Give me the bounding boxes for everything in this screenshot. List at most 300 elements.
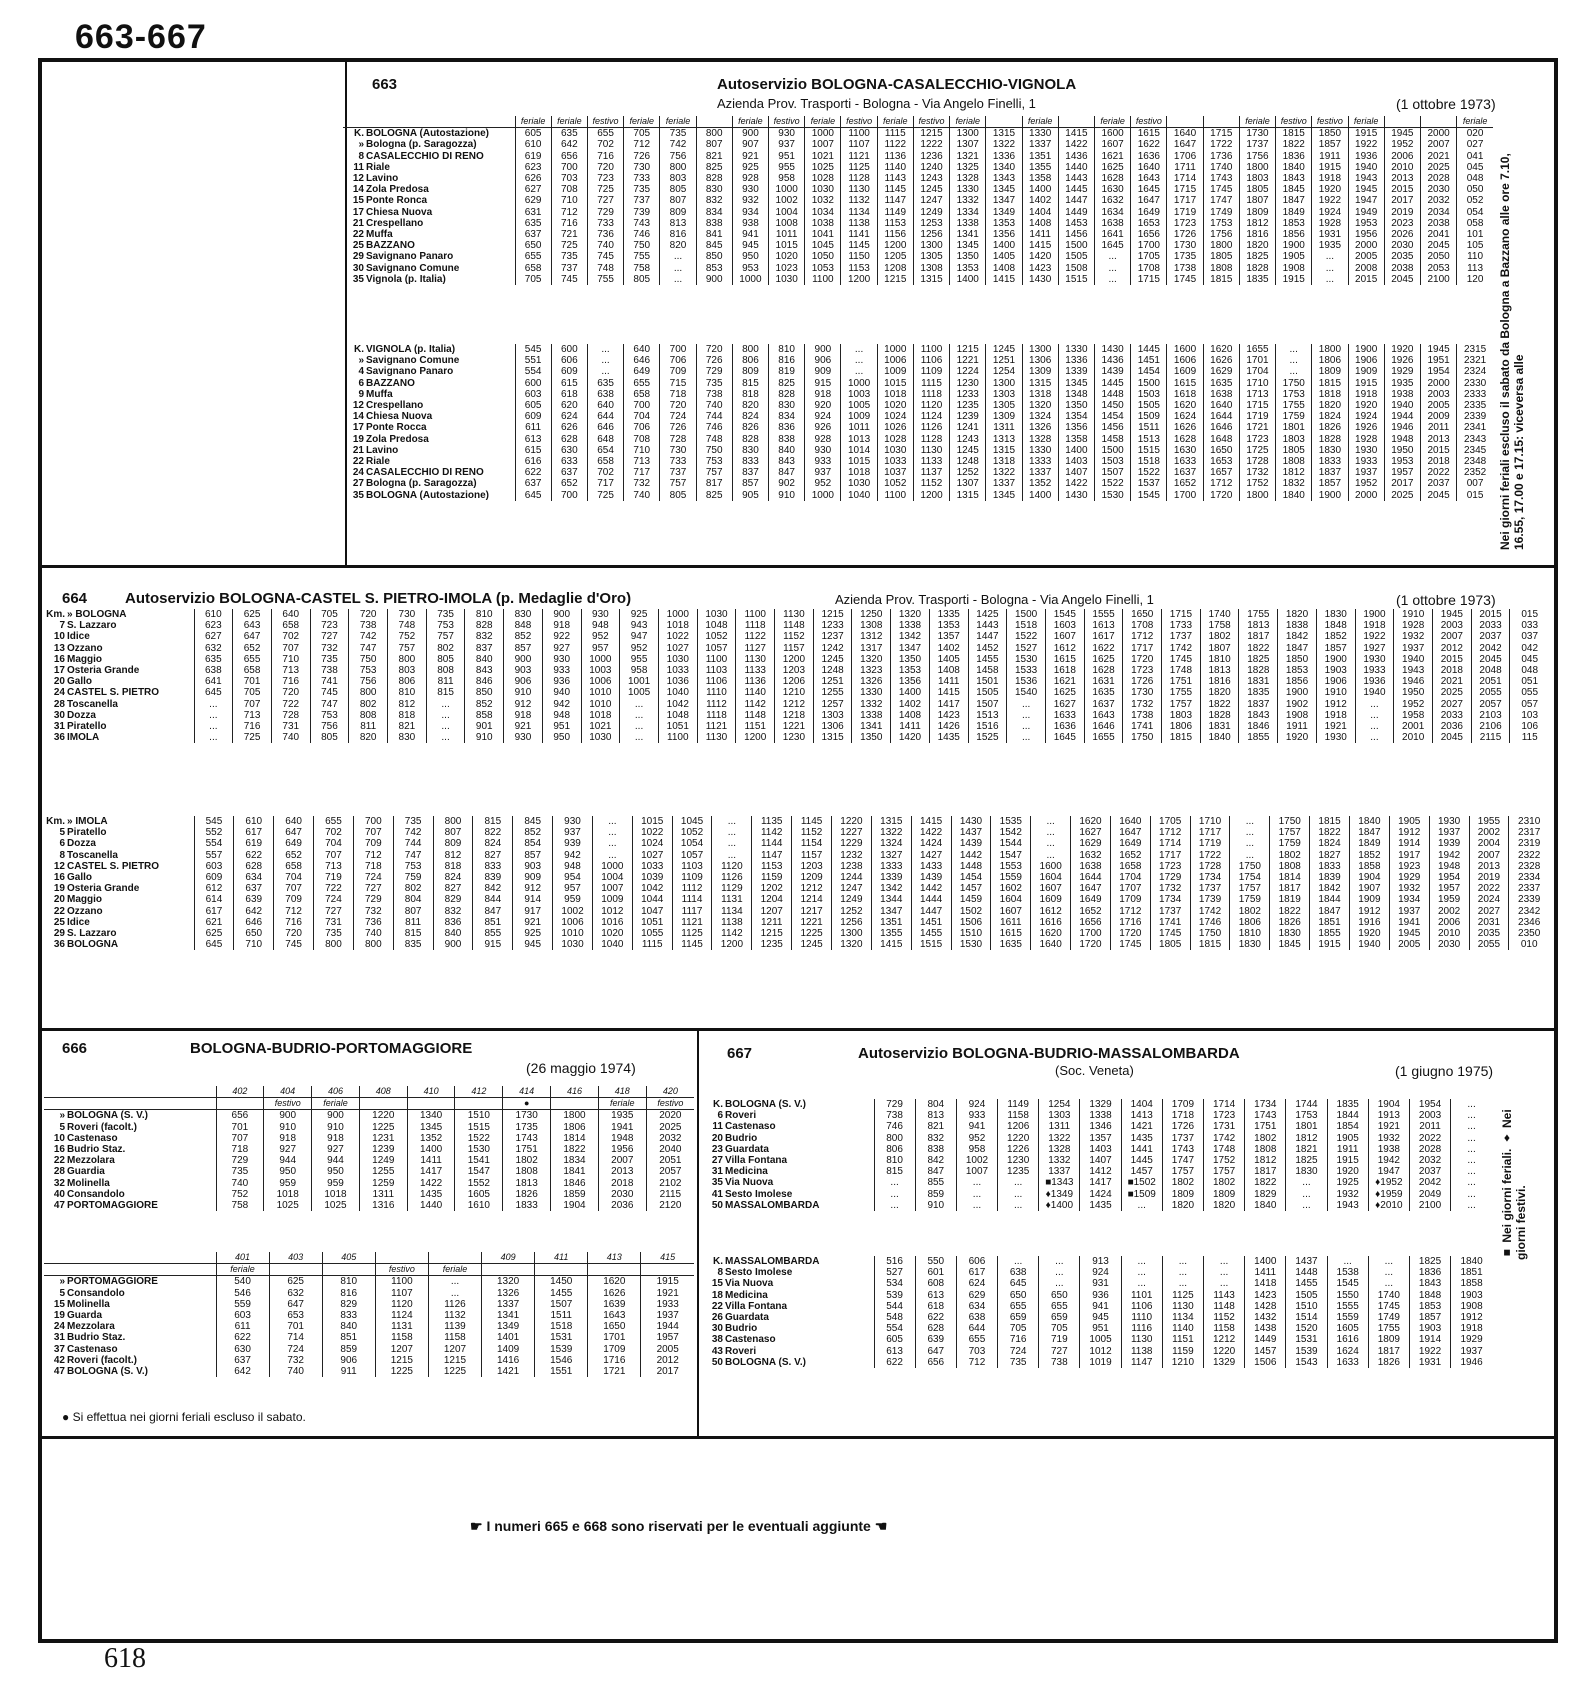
time-cell: 1928 (1394, 620, 1433, 631)
time-cell: 727 (587, 195, 623, 206)
time-cell: 727 (1039, 1346, 1080, 1357)
time-cell: 745 (310, 687, 349, 698)
time-cell: 1738 (1123, 710, 1162, 721)
time-cell: 702 (314, 827, 354, 838)
time-cell: 720 (696, 344, 732, 355)
time-cell: 033 (1510, 620, 1549, 631)
time-cell: 1132 (428, 1310, 481, 1321)
time-cell: 1902 (1278, 699, 1317, 710)
time-cell: 2006 (1429, 917, 1469, 928)
time-cell: 1953 (1348, 218, 1384, 229)
table-row (343, 434, 1493, 445)
section-number-664: 664 (62, 590, 88, 607)
time-cell: 1100 (375, 1276, 428, 1288)
time-cell: 1220 (1204, 1346, 1245, 1357)
time-cell: 724 (269, 1344, 322, 1355)
time-cell: 918 (504, 710, 543, 721)
time-cell: 2335 (1457, 400, 1493, 411)
date-664: (1 ottobre 1973) (1396, 592, 1496, 608)
time-cell: 1621 (1095, 151, 1131, 162)
time-cell: 1530 (455, 1144, 503, 1155)
time-cell: 2045 (1471, 654, 1510, 665)
km-cell: 42 (53, 1354, 65, 1366)
time-cell: 1149 (877, 207, 913, 218)
time-cell: 1621 (1045, 676, 1084, 687)
column-header: 414 (503, 1086, 551, 1098)
time-cell: 1136 (736, 676, 775, 687)
km-cell: 12 (352, 173, 364, 185)
time-cell: 1629 (1071, 838, 1111, 849)
time-cell: 1313 (986, 434, 1022, 445)
time-cell: 1358 (1022, 173, 1058, 184)
time-cell: 634 (956, 1301, 997, 1312)
time-cell: 1412 (1080, 1166, 1121, 1177)
time-cell: 717 (587, 478, 623, 489)
time-cell: 1143 (1204, 1290, 1245, 1301)
time-cell: 1133 (913, 456, 949, 467)
km-cell: 41 (711, 1188, 723, 1200)
time-cell: 1950 (1394, 687, 1433, 698)
station-name: Medicina (725, 1289, 768, 1301)
time-cell: 1812 (1239, 218, 1275, 229)
table-row (343, 128, 1493, 140)
time-cell: 1254 (1039, 1099, 1080, 1110)
time-cell: 1437 (1286, 1256, 1327, 1267)
time-cell: ■1502 (1121, 1177, 1162, 1188)
time-cell: 2057 (1471, 699, 1510, 710)
time-cell: 2027 (1469, 906, 1509, 917)
time-cell: 1839 (1310, 872, 1350, 883)
time-cell: 2007 (1420, 139, 1456, 150)
time-cell: 1215 (813, 609, 852, 620)
time-cell: 2000 (1420, 378, 1456, 389)
km-cell: 17 (352, 206, 364, 218)
time-cell: 1048 (697, 620, 736, 631)
time-cell: 557 (194, 850, 234, 861)
time-cell: ... (998, 1200, 1039, 1211)
time-cell: 1607 (1031, 883, 1071, 894)
time-cell: 1423 (1022, 263, 1058, 274)
timetable-666-back (44, 1252, 694, 1377)
time-cell: 1905 (1327, 1133, 1368, 1144)
time-cell: 2011 (1420, 422, 1456, 433)
time-cell: 1327 (871, 850, 911, 861)
time-cell: 1030 (769, 274, 805, 285)
time-cell: 1715 (1167, 184, 1203, 195)
time-cell: 1303 (813, 710, 852, 721)
time-cell: 731 (314, 917, 354, 928)
time-cell: 1915 (641, 1276, 694, 1288)
time-cell: 626 (551, 422, 587, 433)
time-cell: 1328 (1039, 1144, 1080, 1155)
section-number-663: 663 (372, 76, 398, 93)
time-cell: 1408 (891, 710, 930, 721)
time-cell: 629 (956, 1290, 997, 1301)
time-cell: 1937 (1394, 643, 1433, 654)
time-cell: 1158 (1204, 1323, 1245, 1334)
time-cell: 1413 (1121, 1110, 1162, 1121)
time-cell: 1852 (1316, 631, 1355, 642)
time-cell: ... (1312, 274, 1348, 285)
time-cell: 726 (696, 355, 732, 366)
time-cell: 757 (388, 643, 427, 654)
station-name: Idice (67, 916, 90, 928)
time-cell: 1840 (1276, 490, 1312, 501)
time-cell: 1933 (1355, 665, 1394, 676)
time-cell: 1116 (1121, 1323, 1162, 1334)
time-cell: ... (620, 699, 659, 710)
km-cell: 50 (711, 1199, 723, 1211)
column-header: festivo (587, 116, 623, 128)
time-cell: 646 (234, 917, 274, 928)
time-cell: 1759 (1230, 894, 1270, 905)
time-cell: 859 (322, 1344, 375, 1355)
time-cell: 1118 (697, 710, 736, 721)
time-cell: 933 (805, 456, 841, 467)
time-cell: 649 (624, 366, 660, 377)
time-cell: 1247 (832, 883, 872, 894)
time-cell: 2006 (1384, 151, 1420, 162)
table-row (44, 1189, 694, 1200)
table-row (343, 355, 1493, 366)
time-cell: 1422 (911, 827, 951, 838)
time-cell: 1658 (1110, 861, 1150, 872)
time-cell: 910 (769, 490, 805, 501)
time-cell: 1743 (503, 1133, 551, 1144)
time-cell: 1420 (1022, 251, 1058, 262)
time-cell: 1052 (697, 631, 736, 642)
time-cell: ... (1162, 1267, 1203, 1278)
time-cell: 1251 (813, 676, 852, 687)
time-cell: 815 (874, 1166, 915, 1177)
km-cell: 17 (53, 665, 65, 677)
time-cell: 2015 (1471, 609, 1510, 620)
time-cell: 800 (353, 939, 393, 950)
time-cell: 917 (513, 906, 553, 917)
time-cell: 1157 (775, 643, 814, 654)
km-cell: 29 (53, 928, 65, 940)
time-cell: 1826 (503, 1189, 551, 1200)
time-cell: 2315 (1457, 344, 1493, 355)
time-cell: 1801 (1286, 1121, 1327, 1132)
time-cell: 1639 (588, 1299, 641, 1310)
time-cell: 1345 (986, 490, 1022, 501)
time-cell: 1936 (1355, 676, 1394, 687)
table-row (702, 1301, 1492, 1312)
time-cell: 1609 (1031, 894, 1071, 905)
time-cell: 1758 (1200, 620, 1239, 631)
table-row (702, 1189, 1492, 1200)
time-cell: 1818 (1312, 389, 1348, 400)
time-cell: 647 (233, 631, 272, 642)
column-header: festivo (769, 116, 805, 128)
time-cell: 1634 (1095, 207, 1131, 218)
time-cell: 1748 (1162, 665, 1201, 676)
time-cell: 800 (388, 654, 427, 665)
time-cell: 1508 (1058, 263, 1094, 274)
time-cell: 1400 (1022, 184, 1058, 195)
station-name: Toscanella (67, 849, 118, 861)
time-cell: 1100 (658, 732, 697, 743)
time-cell: 1448 (1286, 1267, 1327, 1278)
time-cell: 756 (310, 721, 349, 732)
time-cell: ♦1952 (1368, 1177, 1409, 1188)
km-cell: 22 (352, 456, 364, 468)
time-cell: 728 (660, 434, 696, 445)
time-cell: 950 (732, 251, 768, 262)
time-cell: 1734 (1190, 872, 1230, 883)
time-cell: 1747 (1162, 1155, 1203, 1166)
time-cell: 704 (274, 872, 314, 883)
time-cell: 048 (1457, 173, 1493, 184)
time-cell: 1706 (1167, 151, 1203, 162)
time-cell: 2005 (641, 1344, 694, 1355)
time-cell: ... (1451, 1133, 1492, 1144)
time-cell: ... (660, 251, 696, 262)
time-cell: 1808 (1276, 456, 1312, 467)
time-cell: 2055 (1469, 939, 1509, 950)
time-cell: 837 (732, 467, 768, 478)
time-cell: 1440 (1058, 162, 1094, 173)
table-row (44, 838, 1549, 849)
time-cell: 1840 (1245, 1200, 1286, 1211)
time-cell: 1627 (1045, 699, 1084, 710)
time-cell: 910 (504, 687, 543, 698)
time-cell: 113 (1457, 263, 1493, 274)
time-cell: 652 (274, 850, 314, 861)
time-cell: 1752 (1204, 1155, 1245, 1166)
time-cell: 810 (769, 344, 805, 355)
time-cell: 1948 (1429, 861, 1469, 872)
time-cell: 951 (542, 721, 581, 732)
time-cell: 1042 (632, 883, 672, 894)
column-header (535, 1264, 588, 1276)
time-cell: 722 (314, 883, 354, 894)
table-row (343, 251, 1493, 262)
column-header: 409 (482, 1252, 535, 1264)
time-cell: 939 (553, 838, 593, 849)
time-cell: 1834 (551, 1155, 599, 1166)
time-cell: 1809 (1162, 1189, 1203, 1200)
time-cell: 1930 (1348, 445, 1384, 456)
time-cell: 1439 (911, 872, 951, 883)
time-cell: 1408 (929, 665, 968, 676)
time-cell: 1215 (752, 928, 792, 939)
time-cell: 1145 (877, 184, 913, 195)
time-cell: 1417 (407, 1166, 455, 1177)
time-cell: 1743 (1203, 173, 1239, 184)
time-cell: 051 (1510, 676, 1549, 687)
time-cell: 1858 (1349, 861, 1389, 872)
time-cell: 747 (349, 643, 388, 654)
table-row (44, 676, 1549, 687)
time-cell: 820 (732, 400, 768, 411)
time-cell: 1307 (950, 478, 986, 489)
time-cell: 915 (805, 378, 841, 389)
time-cell: 1418 (1245, 1278, 1286, 1289)
time-cell: 930 (581, 609, 620, 620)
time-cell: 1828 (1312, 434, 1348, 445)
time-cell: 1405 (929, 654, 968, 665)
time-cell: 900 (312, 1110, 360, 1122)
time-cell: 1954 (1409, 1099, 1450, 1110)
table-row (44, 906, 1549, 917)
time-cell: 745 (551, 274, 587, 285)
time-cell: 1220 (998, 1133, 1039, 1144)
time-cell: 1023 (769, 263, 805, 274)
station-name: Chiesa Nuova (366, 206, 433, 218)
time-cell: 1415 (871, 939, 911, 950)
time-cell: 1025 (312, 1200, 360, 1211)
time-cell: 2030 (1420, 184, 1456, 195)
time-cell: 653 (269, 1310, 322, 1321)
station-name: Dozza (67, 838, 96, 850)
time-cell: 1050 (805, 251, 841, 262)
time-cell: 1933 (641, 1299, 694, 1310)
station-name: Guardata (725, 1143, 769, 1155)
time-cell: 1700 (1071, 928, 1111, 939)
time-cell: 1252 (832, 906, 872, 917)
time-cell: 2018 (598, 1178, 646, 1189)
station-name: MASSALOMBARDA (725, 1199, 820, 1211)
time-cell: 928 (732, 173, 768, 184)
time-cell: 1741 (1123, 721, 1162, 732)
time-cell: 951 (769, 151, 805, 162)
column-header: feriale (428, 1264, 481, 1276)
time-cell: 1730 (503, 1110, 551, 1122)
time-cell: 1918 (1451, 1323, 1492, 1334)
time-cell: 1734 (1245, 1099, 1286, 1110)
time-cell: 1808 (503, 1166, 551, 1177)
time-cell: 658 (587, 456, 623, 467)
time-cell: 611 (216, 1321, 269, 1332)
km-cell: 25 (352, 240, 364, 252)
time-cell: 1355 (871, 928, 911, 939)
timetable-664-back (44, 816, 1549, 950)
time-cell: 1728 (1190, 861, 1230, 872)
time-cell: 830 (732, 445, 768, 456)
time-cell: 615 (515, 445, 551, 456)
time-cell: 1921 (1316, 721, 1355, 732)
time-cell: 707 (274, 883, 314, 894)
time-cell: 1645 (1131, 184, 1167, 195)
time-cell: ... (660, 263, 696, 274)
time-cell: 640 (271, 609, 310, 620)
time-cell: 1830 (1270, 928, 1310, 939)
time-cell: 1643 (1131, 173, 1167, 184)
time-cell: 1937 (1429, 827, 1469, 838)
time-cell: 1730 (1123, 687, 1162, 698)
time-cell: 1745 (1167, 274, 1203, 285)
time-cell: 1940 (1355, 687, 1394, 698)
time-cell: 1444 (911, 894, 951, 905)
time-cell: 1330 (950, 184, 986, 195)
time-cell: 1630 (1095, 184, 1131, 195)
time-cell: 720 (349, 609, 388, 620)
time-cell: 1952 (1394, 699, 1433, 710)
time-cell: 1909 (1349, 894, 1389, 905)
time-cell: 1110 (1121, 1312, 1162, 1323)
time-cell: 720 (587, 162, 623, 173)
time-cell: 815 (393, 928, 433, 939)
time-cell: 1943 (1394, 665, 1433, 676)
time-cell: 007 (1457, 478, 1493, 489)
time-cell: 1656 (1071, 917, 1111, 928)
time-cell: 1735 (1167, 251, 1203, 262)
time-cell: 816 (769, 355, 805, 366)
time-cell: 635 (194, 654, 233, 665)
column-header: 401 (216, 1252, 269, 1264)
time-cell: 732 (269, 1355, 322, 1366)
time-cell: 824 (473, 838, 513, 849)
section-title-666: BOLOGNA-BUDRIO-PORTOMAGGIORE (190, 1040, 473, 1057)
time-cell: 1243 (913, 173, 949, 184)
time-cell: 1940 (1384, 400, 1420, 411)
time-cell: 706 (624, 422, 660, 433)
time-cell: 1200 (913, 490, 949, 501)
time-cell: 700 (624, 400, 660, 411)
time-cell: 1114 (672, 894, 712, 905)
time-cell: 1306 (813, 721, 852, 732)
table-row (44, 1310, 694, 1321)
time-cell: 1555 (1327, 1301, 1368, 1312)
time-cell: 1935 (1384, 378, 1420, 389)
table-row (44, 1355, 694, 1366)
time-cell: 1920 (1278, 732, 1317, 743)
time-cell: 1917 (1389, 850, 1429, 861)
time-cell: 2030 (598, 1189, 646, 1200)
time-cell: 655 (998, 1301, 1039, 1312)
time-cell: 1931 (1409, 1357, 1450, 1368)
time-cell: 1954 (1429, 872, 1469, 883)
time-cell: 703 (956, 1346, 997, 1357)
time-cell: 2022 (1420, 467, 1456, 478)
time-cell: 1911 (1312, 151, 1348, 162)
table-row (343, 173, 1493, 184)
time-cell: 1130 (1121, 1334, 1162, 1345)
time-cell: 1000 (658, 609, 697, 620)
time-cell: 1509 (1131, 411, 1167, 422)
time-cell: 1242 (813, 643, 852, 654)
time-cell: 1142 (752, 827, 792, 838)
km-cell: 38 (711, 1334, 723, 1346)
time-cell: 2022 (1469, 883, 1509, 894)
time-cell: 1004 (769, 207, 805, 218)
time-cell: 712 (624, 139, 660, 150)
time-cell: 1320 (832, 939, 872, 950)
time-cell: 1152 (1204, 1312, 1245, 1323)
time-cell: 951 (1080, 1323, 1121, 1334)
time-cell: 1547 (455, 1166, 503, 1177)
time-cell: 1627 (1071, 827, 1111, 838)
time-cell: 1641 (1095, 229, 1131, 240)
time-cell: 806 (732, 355, 768, 366)
time-cell: 1212 (1204, 1334, 1245, 1345)
station-name: CASTEL S. PIETRO (67, 687, 160, 699)
time-cell: 1245 (792, 939, 832, 950)
time-cell: 931 (1080, 1278, 1121, 1289)
table-row (44, 620, 1549, 631)
time-cell: 2051 (1471, 676, 1510, 687)
time-cell: 1753 (1276, 389, 1312, 400)
time-cell: 1939 (1429, 838, 1469, 849)
time-cell: 1447 (968, 631, 1007, 642)
time-cell: 1353 (891, 665, 930, 676)
section-number-666: 666 (62, 1040, 88, 1057)
time-cell: 1329 (1204, 1357, 1245, 1368)
time-cell: 1935 (598, 1110, 646, 1122)
time-cell: 1402 (929, 643, 968, 654)
